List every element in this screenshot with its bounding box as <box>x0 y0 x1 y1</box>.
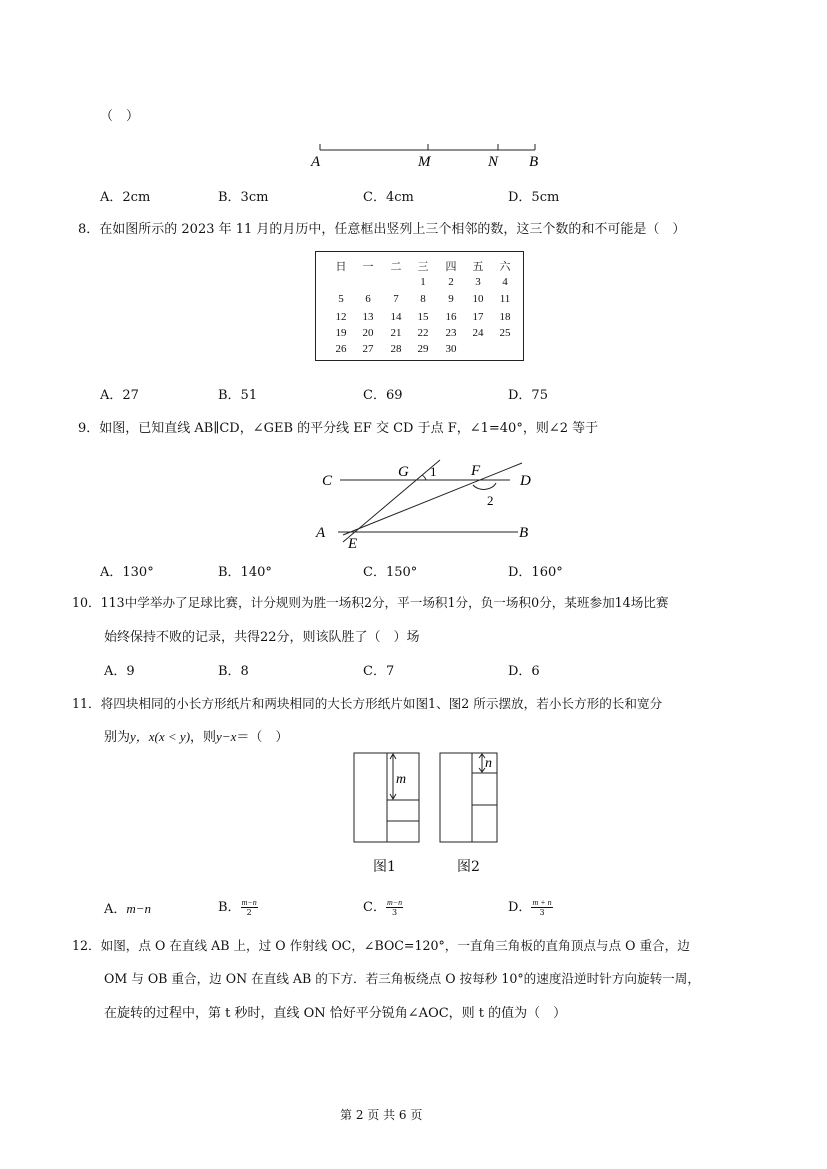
q8-option-a[interactable]: A．27 <box>100 388 139 403</box>
q7-option-d[interactable]: D．5cm <box>508 190 560 205</box>
q10-option-d[interactable]: D．6 <box>508 664 540 679</box>
q11-fig2-caption: 图2 <box>457 859 480 875</box>
cal-day: 16 <box>445 311 457 323</box>
cal-day: 30 <box>445 343 457 355</box>
q9-option-b[interactable]: B．140° <box>218 565 272 580</box>
cal-day: 29 <box>417 343 429 355</box>
q11-expression: y−x <box>216 729 237 744</box>
option-fraction <box>531 898 552 917</box>
option-fraction <box>386 898 403 917</box>
fraction-denominator: 3 <box>539 908 545 917</box>
cal-day: 28 <box>390 343 402 355</box>
cal-day: 17 <box>472 311 484 323</box>
q9-label-c: C <box>322 473 333 489</box>
q11-line2-text: ＝（ ） <box>236 730 289 745</box>
q11-option-d[interactable] <box>508 896 553 917</box>
fraction-numerator: m + n <box>532 898 552 907</box>
cal-day: 15 <box>417 311 429 323</box>
cal-day: 2 <box>448 276 454 288</box>
fraction-denominator: 2 <box>246 908 252 917</box>
cal-header: 五 <box>472 261 484 273</box>
option-letter: C． <box>363 900 386 915</box>
q7-option-c[interactable]: C．4cm <box>363 190 414 205</box>
cal-day: 10 <box>472 293 484 305</box>
cal-header: 日 <box>335 261 347 273</box>
q9-option-a[interactable]: A．130° <box>100 565 154 580</box>
option-expression: m−n <box>126 901 152 916</box>
q10-line2: 始终保持不败的记录，共得22分，则该队胜了（ ）场 <box>104 630 420 645</box>
q8-stem: 8．在如图所示的 2023 年 11 月的月历中，任意框出竖列上三个相邻的数，这三个数的和不可能是（ ） <box>78 222 686 237</box>
q10-option-a[interactable]: A．9 <box>104 664 135 679</box>
cal-day: 6 <box>365 293 371 305</box>
cal-day: 24 <box>472 327 484 339</box>
cal-day: 5 <box>338 293 344 305</box>
q10-line1: 10．113中学举办了足球比赛，计分规则为胜一场积2分，平一场积1分，负一场积0分，某班参加14场比赛 <box>72 595 669 610</box>
q9-label-d: D <box>520 473 531 489</box>
q8-option-c[interactable]: C．69 <box>363 388 403 403</box>
cal-day: 21 <box>390 327 402 339</box>
option-letter: A． <box>104 902 127 917</box>
q7-stem-tail: （ ） <box>100 109 140 124</box>
cal-day: 9 <box>448 293 454 305</box>
cal-day: 3 <box>475 276 481 288</box>
cal-day: 19 <box>335 327 347 339</box>
cal-day: 8 <box>420 293 426 305</box>
q10-option-b[interactable]: B．8 <box>218 664 249 679</box>
cal-day: 22 <box>417 327 429 339</box>
cal-day: 4 <box>502 276 508 288</box>
cal-day: 23 <box>445 327 457 339</box>
q7-label-n: N <box>488 154 499 170</box>
cal-header: 二 <box>390 261 402 273</box>
q9-option-c[interactable]: C．150° <box>363 565 418 580</box>
q9-label-e: E <box>348 536 358 550</box>
cal-day: 1 <box>420 276 426 288</box>
q7-option-b[interactable]: B．3cm <box>218 190 269 205</box>
q11-variables: y，x(x < y) <box>130 729 191 744</box>
q7-label-a: A <box>311 154 321 170</box>
q9-option-d[interactable]: D．160° <box>508 565 563 580</box>
q9-parallel-lines-figure <box>310 455 550 550</box>
q12-line2: OM 与 OB 重合，边 ON 在直线 AB 的下方．若三角板绕点 O 按每秒 10°的速度沿逆时针方向旋转一周， <box>104 971 700 986</box>
cal-header: 三 <box>417 261 429 273</box>
q11-line2 <box>104 726 288 745</box>
q9-stem: 9．如图，已知直线 AB∥CD，∠GEB 的平分线 EF 交 CD 于点 F，∠1=40°，则∠2 等于 <box>78 421 599 436</box>
q11-fig1-caption: 图1 <box>373 859 396 875</box>
q7-segment-figure <box>300 138 560 172</box>
option-letter: D． <box>508 900 532 915</box>
fraction-numerator: m−n <box>241 898 257 907</box>
cal-day: 14 <box>390 311 402 323</box>
q9-label-f: F <box>471 463 481 479</box>
q11-fig1-m-label: m <box>396 772 407 787</box>
q12-line3: 在旋转的过程中，第 t 秒时，直线 ON 恰好平分锐角∠AOC，则 t 的值为（ ） <box>104 1006 567 1021</box>
q10-option-c[interactable]: C．7 <box>363 664 395 679</box>
page-footer: 第 2 页 共 6 页 <box>340 1108 423 1122</box>
q11-line1: 11．将四块相同的小长方形纸片和两块相同的大长方形纸片如图1、图2 所示摆放，若小长方形的长和宽分 <box>72 696 663 711</box>
option-fraction <box>241 898 258 917</box>
q9-label-g: G <box>398 464 409 480</box>
q9-angle-1-label: 1 <box>430 464 437 479</box>
q7-option-a[interactable]: A．2cm <box>100 190 151 205</box>
cal-header: 六 <box>499 261 511 273</box>
q7-label-b: B <box>529 154 539 170</box>
q9-angle-2-label: 2 <box>487 493 494 508</box>
cal-header: 一 <box>362 261 374 273</box>
q7-label-m: M <box>418 154 431 170</box>
fraction-numerator: m−n <box>386 898 403 907</box>
q8-option-b[interactable]: B．51 <box>218 388 258 403</box>
q11-option-b[interactable] <box>218 896 258 917</box>
q11-line2-text: ，则 <box>190 730 217 745</box>
cal-day: 7 <box>393 293 399 305</box>
q11-option-c[interactable] <box>363 896 403 917</box>
q12-line1: 12．如图，点 O 在直线 AB 上，过 O 作射线 OC，∠BOC=120°，一直角三角板的直角顶点与点 O 重合，边 <box>72 938 690 953</box>
q8-option-d[interactable]: D．75 <box>508 388 548 403</box>
cal-day: 27 <box>362 343 374 355</box>
cal-day: 26 <box>335 343 347 355</box>
q9-label-b: B <box>519 525 529 541</box>
q11-fig2-n-label: n <box>485 756 492 771</box>
q8-calendar <box>315 251 524 361</box>
cal-day: 25 <box>499 327 511 339</box>
cal-header: 四 <box>445 261 457 273</box>
cal-day: 13 <box>362 311 374 323</box>
option-letter: B． <box>218 900 241 915</box>
q11-rectangles-figure <box>352 751 502 843</box>
cal-day: 20 <box>362 327 374 339</box>
q9-label-a: A <box>316 525 326 541</box>
q11-line2-text: 别为 <box>104 730 131 745</box>
cal-day: 12 <box>335 311 347 323</box>
cal-day: 11 <box>499 293 511 305</box>
fraction-denominator: 3 <box>392 908 398 917</box>
q11-option-a[interactable] <box>104 898 151 917</box>
cal-day: 18 <box>499 311 511 323</box>
